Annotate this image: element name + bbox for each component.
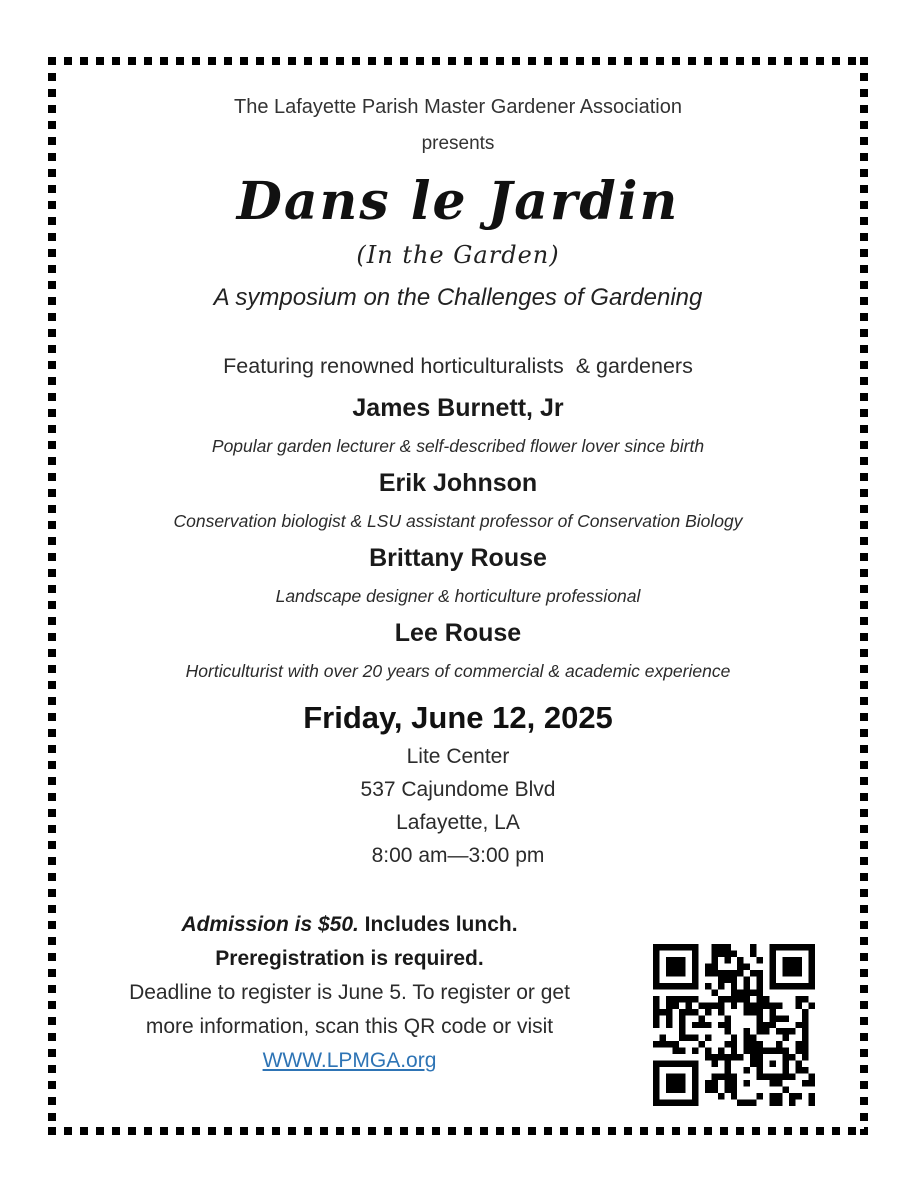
presents-text: presents [421, 133, 495, 154]
speaker-name: Brittany Rouse [369, 544, 547, 572]
flyer-content [56, 65, 860, 1127]
deadline-line-2: more information, scan this QR code or visit [145, 1015, 554, 1038]
speaker-description: Horticulturist with over 20 years of commercial & academic experience [185, 661, 731, 681]
border-top [48, 57, 868, 65]
event-time: 8:00 am—3:00 pm [371, 844, 545, 867]
speaker-description: Conservation biologist & LSU assistant professor of Conservation Biology [173, 511, 743, 531]
speaker-name: James Burnett, Jr [352, 394, 564, 422]
speakers-intro: Featuring renowned horticulturalists & gardeners [223, 354, 693, 378]
event-city: Lafayette, LA [396, 811, 520, 834]
border-bottom [48, 1127, 868, 1135]
organization-name: The Lafayette Parish Master Gardener Association [233, 96, 682, 118]
admission-includes: Includes lunch. [358, 913, 518, 936]
event-title: Dans le Jardin [236, 171, 680, 232]
event-title-translation: (In the Garden) [356, 241, 560, 269]
website-line [56, 1044, 643, 1078]
speaker-name: Erik Johnson [378, 469, 538, 497]
admission-line [56, 908, 643, 942]
event-date: Friday, June 12, 2025 [303, 700, 613, 735]
event-venue: Lite Center [406, 745, 510, 768]
admission-price: Admission is $50. [181, 913, 359, 936]
event-subtitle: A symposium on the Challenges of Gardening [213, 284, 703, 311]
event-address: 537 Cajundome Blvd [360, 778, 556, 801]
flyer-frame [48, 57, 868, 1135]
registration-text-block [56, 908, 653, 1078]
registration-section [56, 908, 860, 1106]
event-location-block [56, 740, 860, 872]
website-link[interactable]: WWW.LPMGA.org [262, 1049, 437, 1072]
qr-code-icon [653, 944, 815, 1106]
speaker-description: Popular garden lecturer & self-described flower lover since birth [211, 436, 705, 456]
speaker-name: Lee Rouse [394, 619, 522, 647]
border-right [860, 57, 868, 1135]
border-left [48, 57, 56, 1135]
preregistration-line: Preregistration is required. [215, 947, 484, 970]
deadline-line-1: Deadline to register is June 5. To register or get [129, 981, 570, 1004]
speaker-description: Landscape designer & horticulture professional [275, 586, 641, 606]
